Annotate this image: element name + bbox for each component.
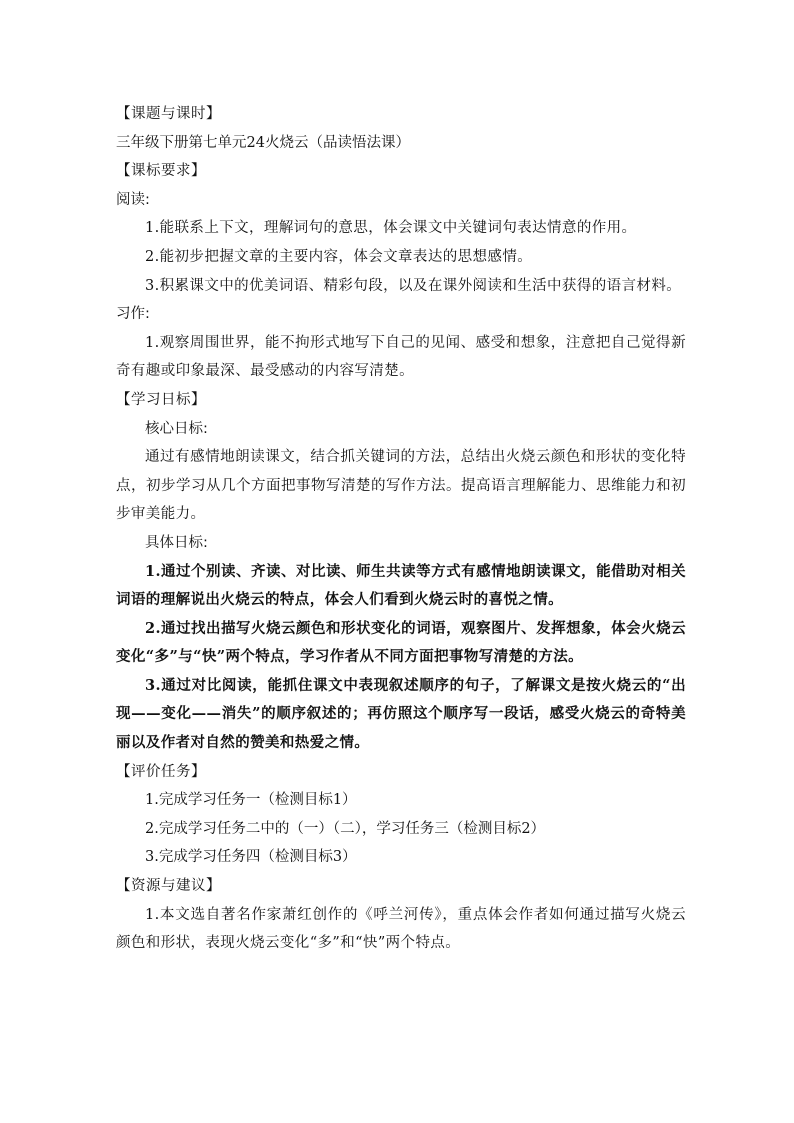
- document-page: [116, 100, 686, 958]
- core-goal-label: 核心日标:: [145, 420, 208, 437]
- core-goal-text: 通过有感情地朗读课文，结合抓关键词的方法，总结出火烧云颜色和形状的变化特点，初步学习从几个方面把事物写清楚的写作方法。提高语言理解能力、思维能力和初步审美能力。: [116, 449, 686, 523]
- specific-goal-label: 具体日标:: [145, 534, 208, 551]
- evaluation-item-1: 1.完成学习任务一（检测目标1）: [145, 792, 357, 809]
- specific-goal-3: 3.通过对比阅读，能抓住课文中表现叙述顺序的句子，了解课文是按火烧云的“出现——变化——消失”的顺序叙述的；再仿照这个顺序写一段话，感受火烧云的奇特美丽以及作者对自然的赞美和热爱之情。: [116, 676, 686, 752]
- topic-heading: 【课题与课时】: [116, 106, 221, 122]
- standards-heading: 【课标要求】: [116, 163, 206, 180]
- writing-label: 习作:: [116, 306, 150, 323]
- evaluation-item-2: 2.完成学习任务二中的（一）（二），学习任务三（检测目标2）: [145, 820, 546, 837]
- evaluation-item-3: 3.完成学习任务四（检测目标3）: [145, 849, 357, 866]
- writing-item-1: 1.观察周围世界，能不拘形式地写下自己的见闻、感受和想象，注意把自己觉得新奇有趣或印象最深、最受感动的内容写清楚。: [116, 334, 686, 380]
- reading-item-3: 3.积累课文中的优美词语、精彩句段，以及在课外阅读和生活中获得的语言材料。: [145, 277, 682, 294]
- topic-line: 三年级下册第七单元24火烧云（品读悟法课）: [116, 134, 410, 151]
- reading-label: 阅读:: [116, 191, 150, 208]
- resources-heading: 【资源与建议】: [116, 878, 221, 895]
- goals-heading: 【学习日标】: [116, 391, 206, 408]
- reading-item-1: 1.能联系上下文，理解词句的意思，体会课文中关键词句表达情意的作用。: [145, 220, 637, 237]
- specific-goal-1: 1.通过个别读、齐读、对比读、师生共读等方式有感情地朗读课文，能借助对相关词语的理解说出火烧云的特点，体会人们看到火烧云时的喜悦之情。: [116, 562, 686, 609]
- resources-item-1: 1.本文选自著名作家萧红创作的《呼兰河传》，重点体会作者如何通过描写火烧云颜色和形状，表现火烧云变化“多”和“快”两个特点。: [116, 906, 686, 952]
- reading-item-2: 2.能初步把握文章的主要内容，体会文章表达的思想感情。: [145, 248, 533, 265]
- evaluation-heading: 【评价任务】: [116, 763, 206, 780]
- specific-goal-2: 2.通过找出描写火烧云颜色和形状变化的词语，观察图片、发挥想象，体会火烧云变化“多”与“快”两个特点，学习作者从不同方面把事物写清楚的方法。: [116, 619, 686, 666]
